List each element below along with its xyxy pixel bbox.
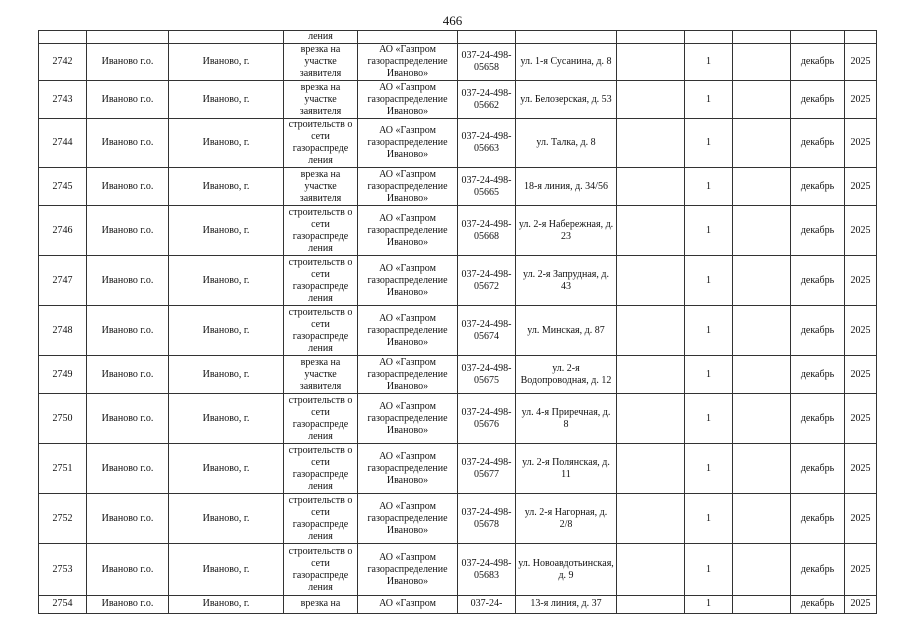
cell-code: 037-24-498-05668 — [458, 206, 516, 256]
cell-work-type: врезка на участке заявителя — [284, 168, 358, 206]
table-row — [39, 544, 877, 596]
cell-code: 037-24-498-05663 — [458, 119, 516, 168]
table-body — [39, 31, 877, 614]
cell-city: Иваново, г. — [169, 596, 284, 614]
cell-city: Иваново, г. — [169, 494, 284, 544]
cell-number — [39, 31, 87, 44]
cell-blank — [733, 444, 791, 494]
cell-year: 2025 — [845, 81, 877, 119]
cell-blank — [733, 356, 791, 394]
cell-year: 2025 — [845, 494, 877, 544]
cell-blank — [733, 306, 791, 356]
table-row — [39, 81, 877, 119]
cell-city: Иваново, г. — [169, 394, 284, 444]
cell-organization: АО «Газпром — [358, 596, 458, 614]
cell-month: декабрь — [791, 44, 845, 81]
cell-year: 2025 — [845, 168, 877, 206]
table-row — [39, 394, 877, 444]
cell-blank — [617, 356, 685, 394]
cell-blank — [617, 206, 685, 256]
cell-work-type: строительств о сети газораспреде ления — [284, 494, 358, 544]
cell-code: 037-24-498-05674 — [458, 306, 516, 356]
cell-blank — [617, 544, 685, 596]
cell-quantity: 1 — [685, 494, 733, 544]
cell-blank — [617, 494, 685, 544]
cell-month: декабрь — [791, 596, 845, 614]
cell-month — [791, 31, 845, 44]
cell-year: 2025 — [845, 256, 877, 306]
cell-address — [516, 31, 617, 44]
cell-blank — [617, 168, 685, 206]
cell-month: декабрь — [791, 544, 845, 596]
cell-district: Иваново г.о. — [87, 494, 169, 544]
cell-quantity: 1 — [685, 206, 733, 256]
cell-address: ул. Белозерская, д. 53 — [516, 81, 617, 119]
cell-number: 2747 — [39, 256, 87, 306]
cell-work-type: строительств о сети газораспреде ления — [284, 206, 358, 256]
cell-work-type: врезка на участке заявителя — [284, 81, 358, 119]
cell-organization: АО «Газпром газораспределение Иваново» — [358, 206, 458, 256]
cell-quantity: 1 — [685, 596, 733, 614]
cell-blank — [617, 44, 685, 81]
cell-city: Иваново, г. — [169, 206, 284, 256]
cell-number: 2743 — [39, 81, 87, 119]
cell-district: Иваново г.о. — [87, 356, 169, 394]
cell-district: Иваново г.о. — [87, 119, 169, 168]
cell-work-type: врезка на участке заявителя — [284, 44, 358, 81]
table-row — [39, 306, 877, 356]
cell-number: 2753 — [39, 544, 87, 596]
cell-code: 037-24-498-05662 — [458, 81, 516, 119]
cell-blank — [733, 596, 791, 614]
cell-district: Иваново г.о. — [87, 206, 169, 256]
cell-number: 2750 — [39, 394, 87, 444]
cell-year: 2025 — [845, 544, 877, 596]
cell-number: 2751 — [39, 444, 87, 494]
page-number: 466 — [442, 13, 463, 28]
cell-blank — [733, 119, 791, 168]
cell-organization: АО «Газпром газораспределение Иваново» — [358, 356, 458, 394]
cell-work-type: строительств о сети газораспреде ления — [284, 119, 358, 168]
cell-code: 037-24-498-05683 — [458, 544, 516, 596]
cell-address: ул. 2-я Набережная, д. 23 — [516, 206, 617, 256]
cell-address: 18-я линия, д. 34/56 — [516, 168, 617, 206]
cell-blank — [617, 119, 685, 168]
cell-blank — [733, 31, 791, 44]
cell-address: ул. 2-я Запрудная, д. 43 — [516, 256, 617, 306]
cell-address: ул. 4-я Приречная, д. 8 — [516, 394, 617, 444]
cell-year: 2025 — [845, 596, 877, 614]
cell-blank — [617, 256, 685, 306]
cell-blank — [733, 494, 791, 544]
cell-number: 2754 — [39, 596, 87, 614]
cell-month: декабрь — [791, 444, 845, 494]
cell-organization — [358, 31, 458, 44]
cell-blank — [617, 394, 685, 444]
cell-city — [169, 31, 284, 44]
cell-quantity: 1 — [685, 544, 733, 596]
cell-blank — [733, 44, 791, 81]
cell-blank — [733, 81, 791, 119]
cell-blank — [733, 256, 791, 306]
cell-organization: АО «Газпром газораспределение Иваново» — [358, 81, 458, 119]
cell-organization: АО «Газпром газораспределение Иваново» — [358, 544, 458, 596]
table-row — [39, 119, 877, 168]
cell-month: декабрь — [791, 119, 845, 168]
table-row — [39, 494, 877, 544]
cell-work-type: строительств о сети газораспреде ления — [284, 544, 358, 596]
cell-address: 13-я линия, д. 37 — [516, 596, 617, 614]
cell-organization: АО «Газпром газораспределение Иваново» — [358, 119, 458, 168]
cell-blank — [617, 444, 685, 494]
cell-district — [87, 31, 169, 44]
cell-address: ул. Минская, д. 87 — [516, 306, 617, 356]
cell-code: 037-24-498-05676 — [458, 394, 516, 444]
cell-district: Иваново г.о. — [87, 81, 169, 119]
cell-work-type: строительств о сети газораспреде ления — [284, 306, 358, 356]
cell-blank — [733, 206, 791, 256]
cell-code: 037-24-498-05658 — [458, 44, 516, 81]
cell-work-type: врезка на участке заявителя — [284, 356, 358, 394]
table-row — [39, 444, 877, 494]
cell-year: 2025 — [845, 44, 877, 81]
cell-number: 2744 — [39, 119, 87, 168]
cell-year: 2025 — [845, 394, 877, 444]
cell-quantity: 1 — [685, 306, 733, 356]
cell-work-type: ления — [284, 31, 358, 44]
cell-city: Иваново, г. — [169, 44, 284, 81]
cell-address: ул. Новоавдотьинская, д. 9 — [516, 544, 617, 596]
cell-address: ул. 2-я Водопроводная, д. 12 — [516, 356, 617, 394]
cell-city: Иваново, г. — [169, 356, 284, 394]
cell-year: 2025 — [845, 356, 877, 394]
cell-district: Иваново г.о. — [87, 168, 169, 206]
cell-year — [845, 31, 877, 44]
cell-month: декабрь — [791, 256, 845, 306]
cell-year: 2025 — [845, 444, 877, 494]
cell-quantity: 1 — [685, 394, 733, 444]
cell-quantity: 1 — [685, 44, 733, 81]
cell-month: декабрь — [791, 168, 845, 206]
cell-quantity: 1 — [685, 356, 733, 394]
cell-district: Иваново г.о. — [87, 306, 169, 356]
cell-year: 2025 — [845, 206, 877, 256]
cell-address: ул. 2-я Полянская, д. 11 — [516, 444, 617, 494]
table-row — [39, 206, 877, 256]
cell-city: Иваново, г. — [169, 119, 284, 168]
cell-number: 2749 — [39, 356, 87, 394]
cell-code: 037-24-498-05665 — [458, 168, 516, 206]
table-row — [39, 596, 877, 614]
cell-number: 2752 — [39, 494, 87, 544]
cell-month: декабрь — [791, 206, 845, 256]
continued-row — [39, 31, 877, 44]
cell-work-type: врезка на — [284, 596, 358, 614]
cell-quantity: 1 — [685, 256, 733, 306]
cell-district: Иваново г.о. — [87, 444, 169, 494]
cell-district: Иваново г.о. — [87, 394, 169, 444]
table-row — [39, 256, 877, 306]
cell-number: 2748 — [39, 306, 87, 356]
cell-number: 2742 — [39, 44, 87, 81]
cell-district: Иваново г.о. — [87, 44, 169, 81]
cell-organization: АО «Газпром газораспределение Иваново» — [358, 168, 458, 206]
cell-address: ул. Талка, д. 8 — [516, 119, 617, 168]
cell-organization: АО «Газпром газораспределение Иваново» — [358, 256, 458, 306]
cell-blank — [617, 31, 685, 44]
cell-quantity: 1 — [685, 444, 733, 494]
cell-address: ул. 2-я Нагорная, д. 2/8 — [516, 494, 617, 544]
cell-month: декабрь — [791, 356, 845, 394]
cell-blank — [733, 544, 791, 596]
cell-year: 2025 — [845, 119, 877, 168]
cell-code: 037-24-498-05677 — [458, 444, 516, 494]
cell-work-type: строительств о сети газораспреде ления — [284, 394, 358, 444]
cell-work-type: строительств о сети газораспреде ления — [284, 444, 358, 494]
cell-district: Иваново г.о. — [87, 256, 169, 306]
cell-code: 037-24-498-05678 — [458, 494, 516, 544]
cell-number: 2746 — [39, 206, 87, 256]
table-row — [39, 356, 877, 394]
cell-month: декабрь — [791, 81, 845, 119]
cell-code: 037-24-498-05672 — [458, 256, 516, 306]
cell-blank — [617, 306, 685, 356]
cell-quantity: 1 — [685, 81, 733, 119]
cell-city: Иваново, г. — [169, 306, 284, 356]
cell-blank — [617, 596, 685, 614]
cell-code — [458, 31, 516, 44]
cell-number: 2745 — [39, 168, 87, 206]
cell-year: 2025 — [845, 306, 877, 356]
table-row — [39, 168, 877, 206]
cell-quantity — [685, 31, 733, 44]
cell-organization: АО «Газпром газораспределение Иваново» — [358, 394, 458, 444]
cell-city: Иваново, г. — [169, 544, 284, 596]
cell-work-type: строительств о сети газораспреде ления — [284, 256, 358, 306]
cell-blank — [733, 168, 791, 206]
cell-code: 037-24- — [458, 596, 516, 614]
cell-address: ул. 1-я Сусанина, д. 8 — [516, 44, 617, 81]
cell-city: Иваново, г. — [169, 444, 284, 494]
cell-organization: АО «Газпром газораспределение Иваново» — [358, 44, 458, 81]
cell-city: Иваново, г. — [169, 256, 284, 306]
cell-code: 037-24-498-05675 — [458, 356, 516, 394]
cell-organization: АО «Газпром газораспределение Иваново» — [358, 494, 458, 544]
cell-month: декабрь — [791, 306, 845, 356]
table-row — [39, 44, 877, 81]
cell-district: Иваново г.о. — [87, 544, 169, 596]
cell-district: Иваново г.о. — [87, 596, 169, 614]
cell-city: Иваново, г. — [169, 81, 284, 119]
cell-blank — [617, 81, 685, 119]
cell-blank — [733, 394, 791, 444]
cell-month: декабрь — [791, 394, 845, 444]
cell-month: декабрь — [791, 494, 845, 544]
cell-quantity: 1 — [685, 119, 733, 168]
cell-city: Иваново, г. — [169, 168, 284, 206]
cell-quantity: 1 — [685, 168, 733, 206]
cell-organization: АО «Газпром газораспределение Иваново» — [358, 306, 458, 356]
data-table — [38, 30, 877, 614]
cell-organization: АО «Газпром газораспределение Иваново» — [358, 444, 458, 494]
